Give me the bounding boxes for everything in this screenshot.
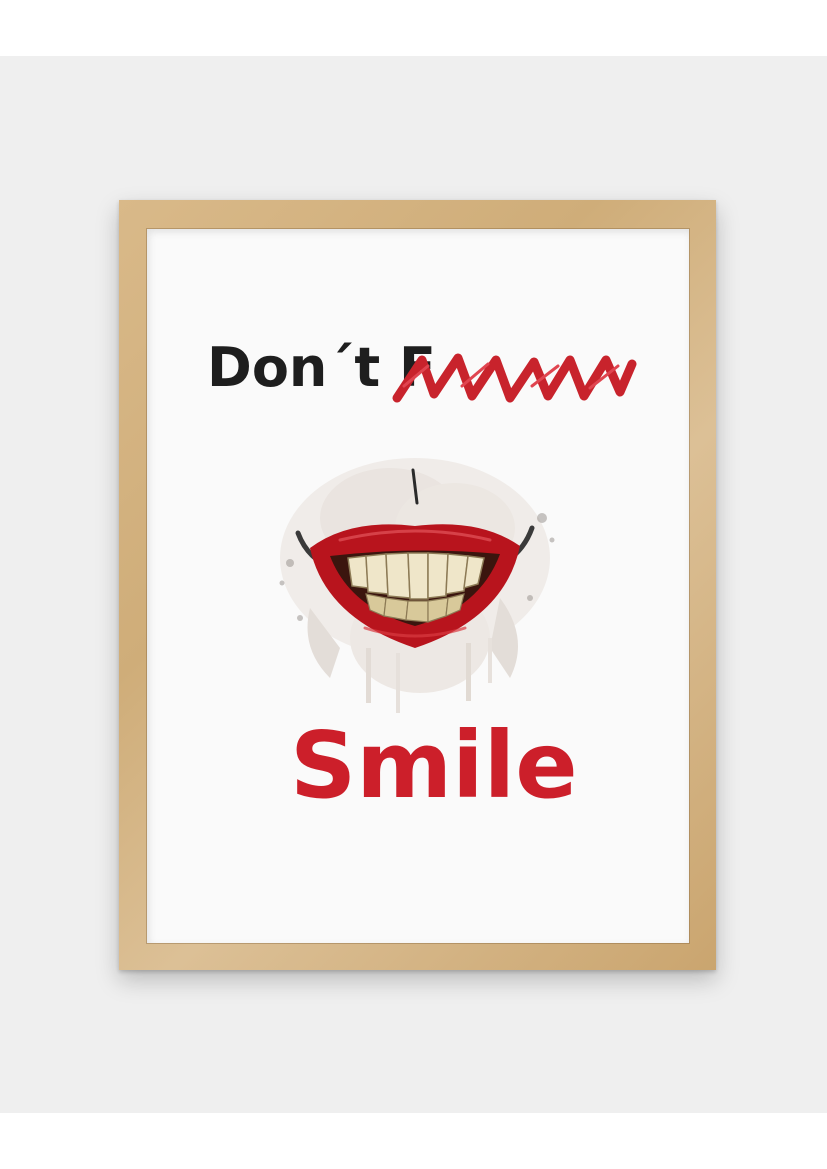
headline-text: Don´t F <box>207 336 436 399</box>
grinning-mouth-icon <box>270 448 560 718</box>
red-scribble-icon <box>392 346 637 406</box>
headline <box>207 336 647 416</box>
smile-word: Smile <box>290 712 578 819</box>
